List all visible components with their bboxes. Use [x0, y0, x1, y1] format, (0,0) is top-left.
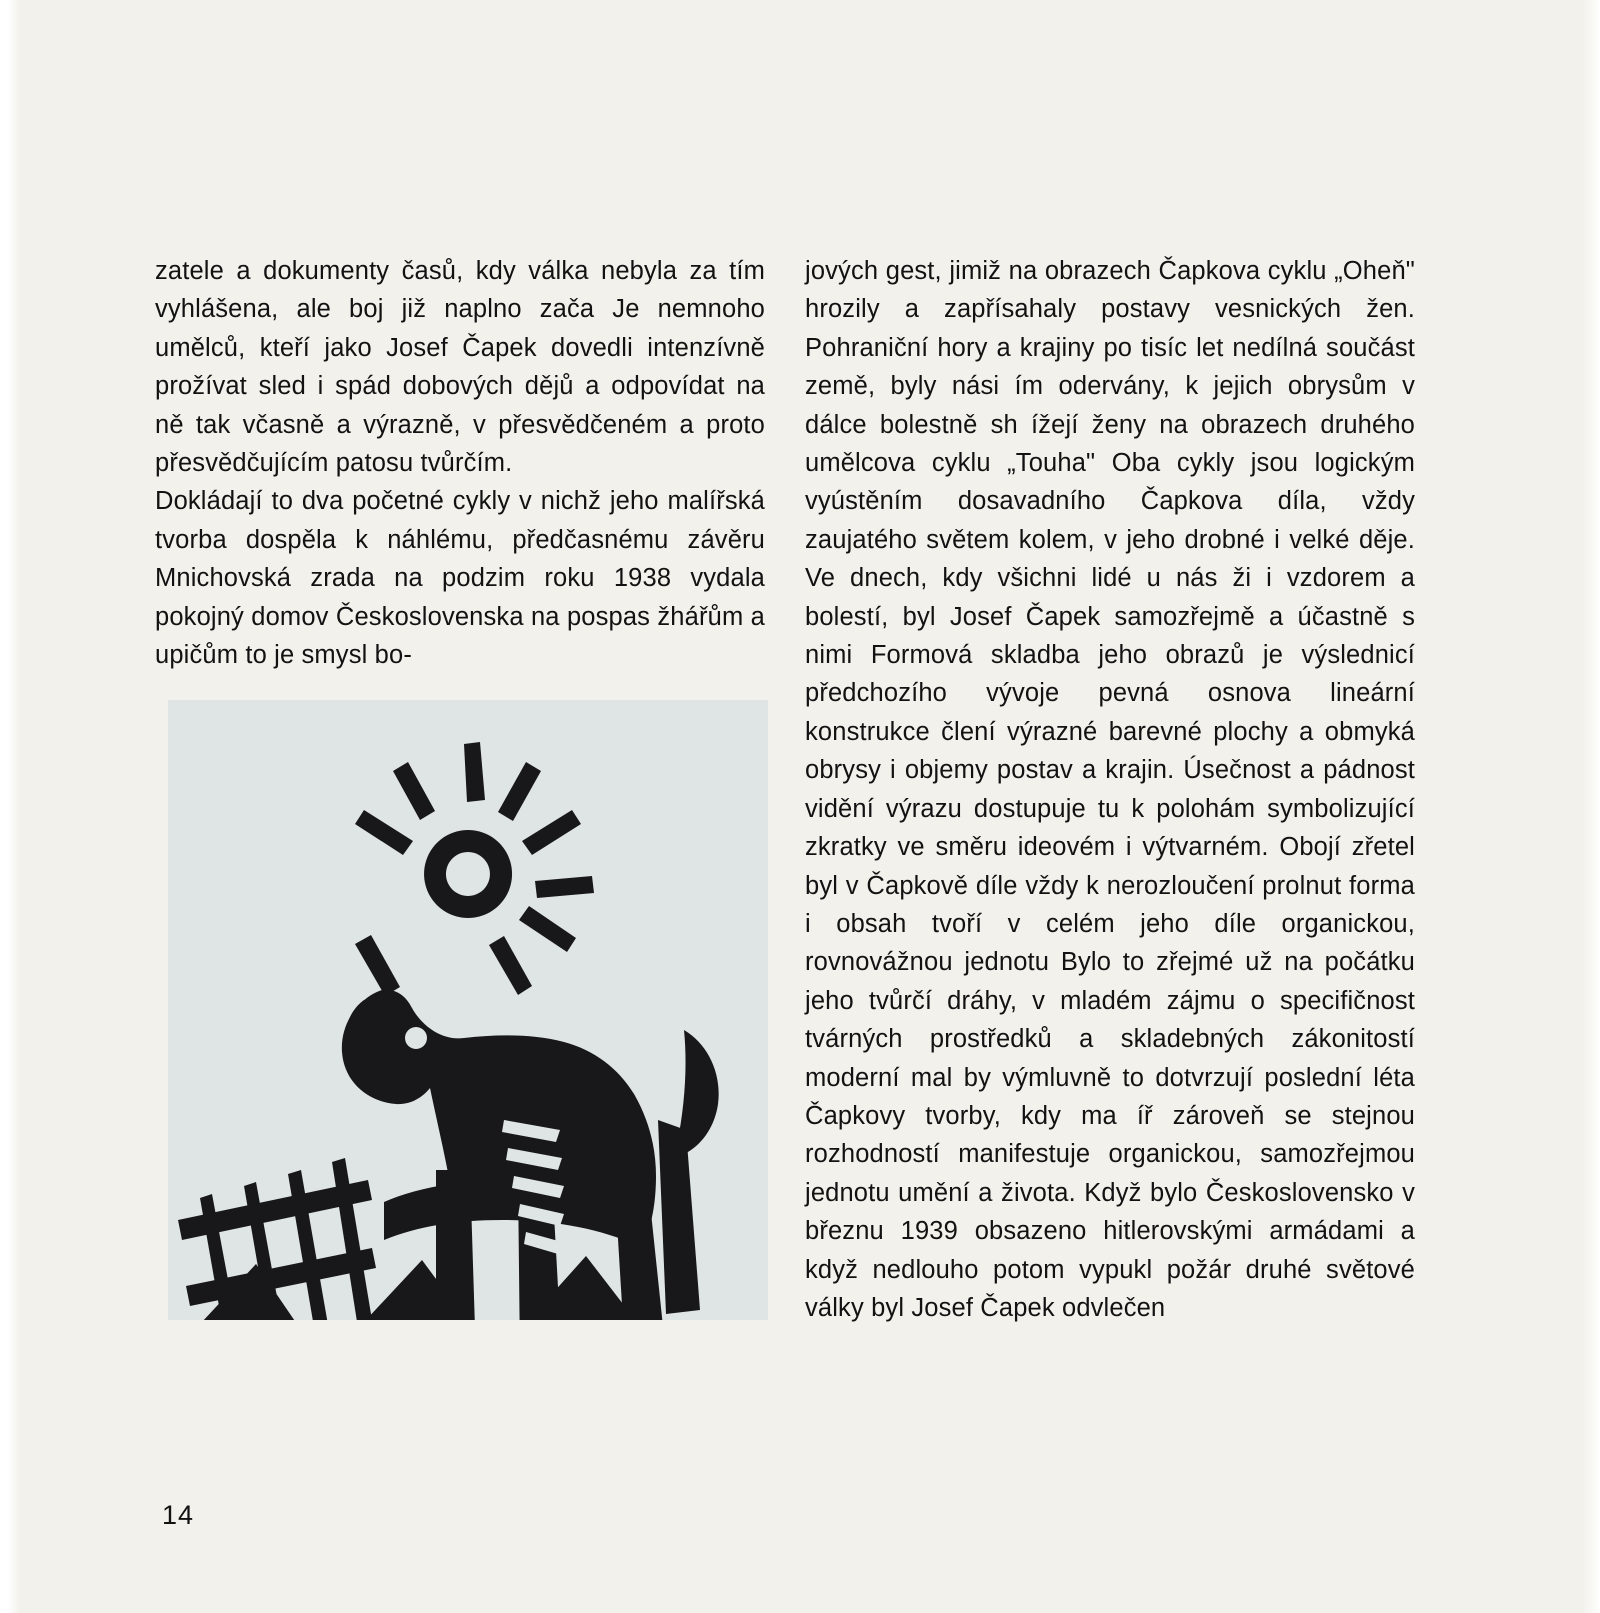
- paragraph: zatele a dokumenty časů, kdy válka nebyla za tím vyhlášena, ale boj již naplno zača Je nemnoho umělců, kteří jako Josef Čapek dovedli intenzívně prožívat sled i spád dobových dějů a odpovídat na ně tak včasně a výrazně, v přesvědčeném a proto přesvědčujícím patosu tvůrčím.: [155, 257, 765, 478]
- right-column: [805, 252, 1415, 1327]
- page-number: 14: [162, 1500, 195, 1530]
- paragraph: jových gest, jimiž na obrazech Čapkova cyklu „Oheň" hrozily a zapřísahaly postavy vesnických žen. Pohraniční hory a krajiny po tisíc let nedílná součást země, byly nási ím odervány, k jejich obrysům v dálce bolestně sh ížejí ženy na obrazech druhého umělcova cyklu „Touha" Oba cykly jsou logickým vyústěním dosavadního Čapkova díla, vždy zaujatého světem kolem, v jeho drobné i velké děje. Ve dnech, kdy všichni lidé u nás ži i vzdorem a bolestí, byl Josef Čapek samozřejmě a účastně s nimi Formová skladba jeho obrazů je výslednicí předchozího vývoje pevná osnova lineární konstrukce člení výrazné barevné plochy a obmyká obrysy i objemy postav a krajin. Úsečnost a pádnost vidění výrazu dostupuje tu k polohám symbolizující zkratky ve směru ideovém i výtvarném. Obojí zřetel byl v Čapkově díle vždy k nerozloučení prolnut forma i obsah tvoří v celém jeho díle organickou, rovnovážnou jednotu Bylo to zřejmé už na počátku jeho tvůrčí dráhy, v mladém zájmu o specifičnost tvárných prostředků a skladebných zákonitostí moderní mal by výmluvně to dotvrzují poslední léta Čapkovy tvorby, kdy ma íř zároveň se stejnou rozhodností manifestuje organickou, samozřejmou jednotu umění a života. Když bylo Československo v březnu 1939 obsazeno hitlerovskými armádami a když nedlouho potom vypukl požár druhé světové války byl Josef Čapek odvlečen: [805, 257, 1415, 1322]
- illustration-horse-and-sun: [168, 700, 768, 1320]
- paragraph: Dokládají to dva početné cykly v nichž jeho malířská tvorba dospěla k náhlému, předčasnému závěru Mnichovská zrada na podzim roku 1938 vydala pokojný domov Československa na pospas žhářům a upičům to je smysl bo-: [155, 487, 765, 670]
